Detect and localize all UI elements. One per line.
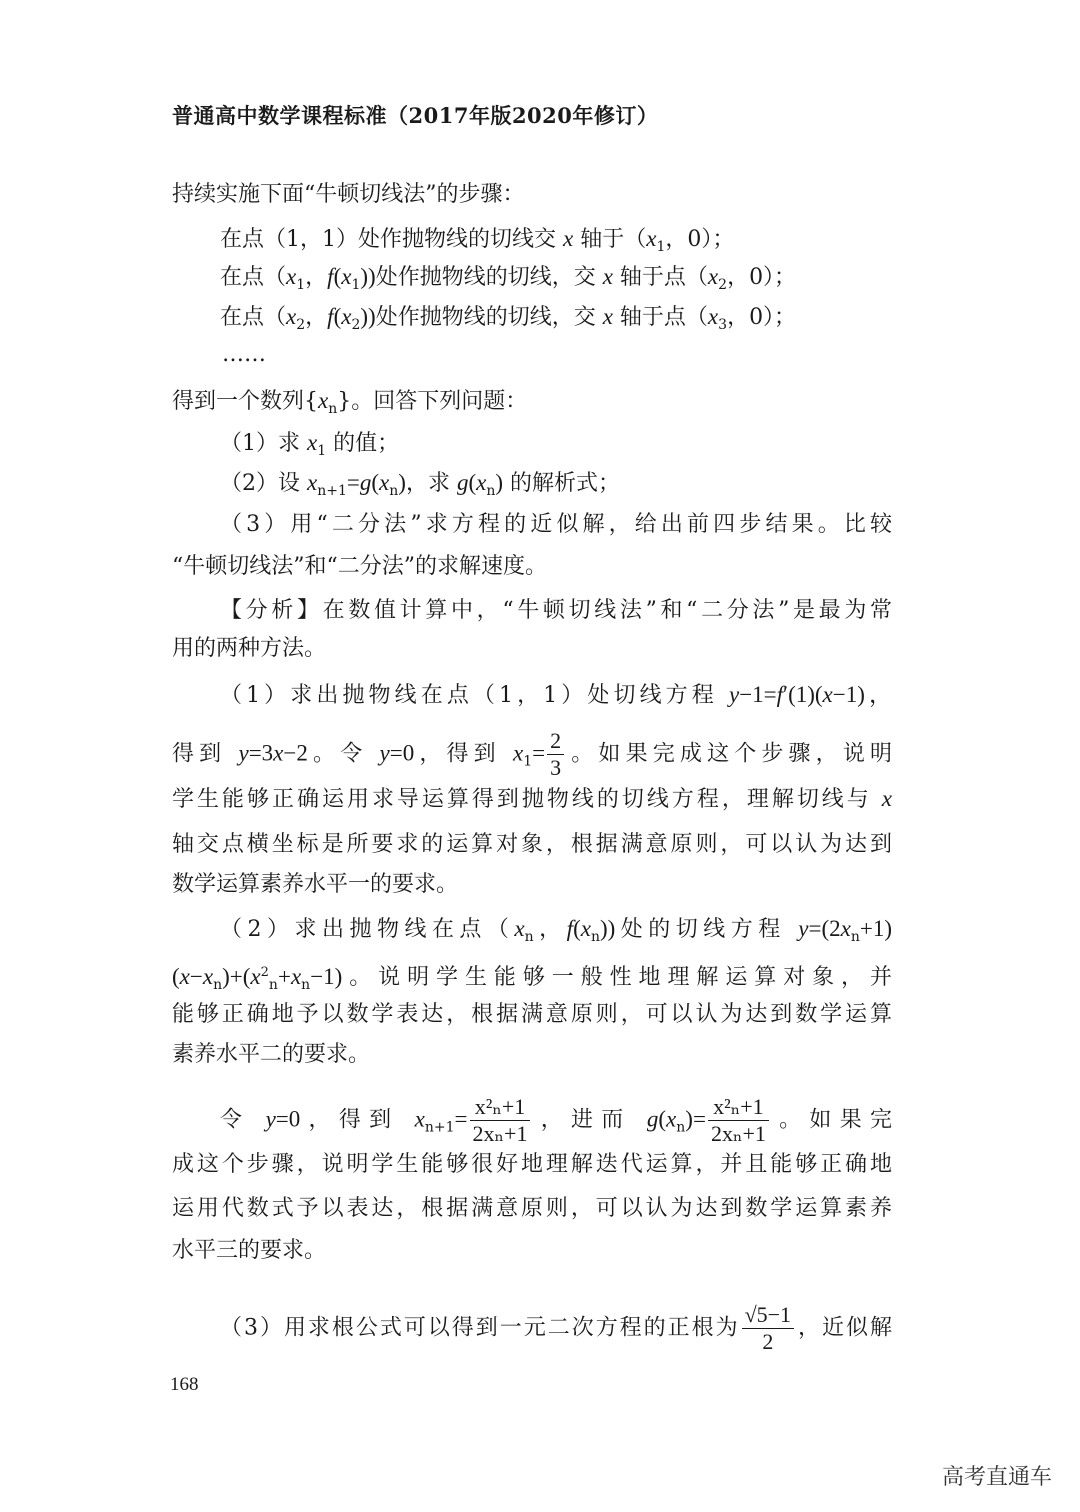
math-symbol: =0 — [389, 740, 415, 766]
math-variable: x — [563, 226, 574, 251]
text-run: （2）设 — [220, 471, 307, 496]
subscript: 1 — [656, 239, 666, 255]
fraction — [708, 1094, 769, 1147]
math-variable: x — [707, 304, 719, 329]
text-run: 处作抛物线的切线，交 — [375, 265, 603, 290]
math-symbol: )) — [360, 304, 376, 329]
math-variable: x — [318, 388, 329, 413]
math-variable: y — [379, 740, 390, 766]
math-symbol: −1) — [310, 964, 343, 989]
fraction-denominator: 2xₙ+1 — [710, 1121, 766, 1146]
math-symbol: )) — [599, 916, 616, 941]
text-run: ， — [305, 305, 328, 330]
text-run: 【分析】在数值计算中，“牛顿切线法”和“二分法”是最为常 — [220, 598, 892, 623]
text-run: 。如果完成这个步骤，说明 — [566, 741, 892, 767]
subscript: 1 — [351, 277, 361, 293]
subscript: 2 — [351, 317, 361, 333]
text-run: 素养水平二的要求。 — [172, 1042, 371, 1067]
math-variable: x — [414, 1106, 425, 1132]
text-line-a1-c — [172, 784, 892, 815]
math-variable: x — [514, 916, 525, 941]
math-symbol: =0 — [275, 1106, 301, 1132]
text-run: 轴于点（ — [612, 305, 708, 330]
text-run: ， — [533, 917, 567, 942]
text-run: 的值； — [326, 431, 400, 456]
subscript: n — [268, 977, 278, 993]
math-variable: x — [307, 470, 318, 495]
text-run: ，0）； — [727, 305, 797, 330]
text-line-q3-b — [172, 552, 547, 582]
text-run: （1）求 — [220, 431, 307, 456]
math-variable: x — [602, 264, 613, 289]
text-line-q3-a — [220, 510, 892, 540]
math-variable: y — [728, 682, 740, 707]
math-variable: x — [602, 304, 613, 329]
math-variable: x — [580, 916, 591, 941]
fraction — [742, 1302, 794, 1355]
text-line-q1 — [220, 428, 399, 466]
text-run: ，0）； — [665, 227, 735, 252]
text-line-a2-a — [220, 914, 892, 952]
math-variable: x — [273, 740, 284, 766]
math-symbol: ′(1)( — [783, 682, 823, 707]
math-variable: g — [646, 1106, 659, 1132]
math-symbol: = — [454, 1106, 468, 1132]
math-variable: x — [307, 430, 318, 455]
fraction-denominator: 3 — [550, 755, 562, 780]
math-symbol: −1= — [739, 682, 777, 707]
subscript: n+1 — [317, 483, 347, 499]
subscript: 1 — [523, 753, 533, 770]
math-variable: y — [238, 740, 249, 766]
page-number: 168 — [170, 1374, 199, 1395]
text-line-a1-a — [220, 680, 892, 711]
fraction-denominator: 2 — [762, 1329, 774, 1354]
text-run: 用的两种方法。 — [172, 636, 327, 661]
math-variable: x — [179, 964, 190, 989]
math-symbol: ( — [468, 470, 477, 495]
math-symbol: ) — [398, 470, 406, 495]
math-variable: f — [566, 916, 574, 941]
text-line-intro — [172, 180, 525, 210]
math-variable: g — [359, 470, 372, 495]
math-symbol: ( — [371, 470, 380, 495]
text-run: ， — [305, 265, 328, 290]
text-run: 处的切线方程 — [615, 917, 799, 942]
subscript: n+1 — [424, 1119, 455, 1136]
math-variable: x — [707, 264, 719, 289]
text-run: （1）求出抛物线在点（1，1）处切线方程 — [220, 683, 729, 708]
math-symbol: = — [532, 740, 546, 766]
subscript: 1 — [317, 443, 327, 459]
math-variable: x — [646, 226, 657, 251]
math-variable: x — [286, 304, 297, 329]
text-run: 在点（ — [220, 265, 287, 290]
fraction — [547, 728, 564, 781]
text-run: 。令 — [307, 741, 380, 767]
text-run: 轴于点（ — [612, 265, 708, 290]
math-variable: x — [822, 682, 833, 707]
text-line-step-3 — [220, 302, 796, 340]
text-line-q2 — [220, 468, 620, 506]
text-line-a1-e — [172, 870, 458, 900]
text-line-a2-d — [172, 1040, 370, 1070]
fraction — [470, 1094, 531, 1147]
math-variable: x — [341, 304, 352, 329]
fraction-denominator: 2xₙ+1 — [472, 1121, 528, 1146]
text-run: ，0）； — [727, 265, 797, 290]
math-variable: x — [881, 786, 892, 811]
text-run: 得到 — [172, 741, 239, 767]
subscript: n — [389, 483, 399, 499]
text-line-a2-e — [220, 1094, 892, 1147]
text-line-step-2 — [220, 262, 796, 300]
subscript: 2 — [296, 317, 306, 333]
text-run: （3）用“二分法”求方程的近似解，给出前四步结果。比较 — [220, 512, 892, 537]
math-variable: x — [666, 1106, 677, 1132]
math-variable: y — [265, 1106, 276, 1132]
math-variable: x — [341, 264, 352, 289]
math-variable: x — [840, 916, 851, 941]
text-line-sequence — [172, 386, 527, 424]
subscript: n — [486, 483, 496, 499]
subscript: 3 — [718, 317, 728, 333]
text-line-ellipsis — [222, 340, 266, 370]
math-symbol: −1)， — [832, 682, 892, 707]
subscript: n — [301, 977, 311, 993]
subscript: 1 — [296, 277, 306, 293]
math-symbol: )) — [360, 264, 376, 289]
subscript: n — [524, 929, 534, 945]
text-line-a1-d — [172, 830, 892, 860]
subscript: n — [213, 977, 223, 993]
math-symbol: =(2 — [808, 916, 841, 941]
subscript: n — [676, 1119, 686, 1136]
text-run: 在点（ — [220, 305, 287, 330]
text-run: “牛顿切线法”和“二分法”的求解速度。 — [172, 554, 547, 579]
text-run: …… — [222, 342, 266, 367]
math-variable: x — [379, 470, 390, 495]
math-symbol: −2 — [283, 740, 308, 766]
math-symbol: =3 — [248, 740, 274, 766]
text-run: （2）求出抛物线在点（ — [220, 917, 515, 942]
text-run: 水平三的要求。 — [172, 1238, 327, 1263]
text-run: 得到一个数列{ — [172, 389, 318, 414]
math-symbol: )+( — [222, 964, 251, 989]
fraction-numerator: x²ₙ+1 — [474, 1094, 526, 1119]
superscript: 2 — [260, 965, 269, 980]
text-line-a2-h — [172, 1236, 326, 1266]
text-line-a1-b — [172, 728, 892, 781]
fraction-numerator: √5−1 — [744, 1302, 792, 1327]
text-run: 在点（1，1）处作抛物线的切线交 — [220, 227, 563, 252]
math-variable: f — [327, 304, 334, 329]
text-run: 运用代数式予以表达，根据满意原则，可以认为达到数学运算素养 — [172, 1196, 892, 1221]
text-line-a2-g — [172, 1194, 892, 1224]
math-symbol: ( — [172, 964, 180, 989]
text-run: 学生能够正确运用求导运算得到抛物线的切线方程，理解切线与 — [172, 787, 882, 812]
math-variable: f — [327, 264, 334, 289]
math-variable: x — [476, 470, 487, 495]
text-line-a2-f — [172, 1150, 892, 1180]
text-run: ，进而 — [532, 1107, 647, 1133]
fraction-numerator: 2 — [550, 728, 562, 753]
math-variable: x — [286, 264, 297, 289]
text-run: ，近似解 — [796, 1315, 892, 1341]
math-symbol: = — [346, 470, 360, 495]
math-variable: f — [776, 682, 784, 707]
math-symbol: ( — [573, 916, 581, 941]
text-line-step-1 — [220, 224, 734, 262]
math-variable: x — [250, 964, 261, 989]
subscript: n — [590, 929, 600, 945]
text-run: 能够正确地予以数学表达，根据满意原则，可以认为达到数学运算 — [172, 1002, 892, 1027]
math-symbol: ( — [658, 1106, 667, 1132]
text-line-analysis-b — [172, 634, 326, 664]
math-symbol: + — [277, 964, 291, 989]
text-run: }。回答下列问题： — [337, 389, 528, 414]
text-run: 成这个步骤，说明学生能够很好地理解迭代运算，并且能够正确地 — [172, 1152, 892, 1177]
math-variable: x — [512, 740, 524, 766]
text-run: 数学运算素养水平一的要求。 — [172, 872, 459, 897]
math-variable: g — [456, 470, 469, 495]
subscript: n — [328, 401, 338, 417]
fraction-numerator: x²ₙ+1 — [713, 1094, 764, 1119]
text-line-a2-c — [172, 1000, 892, 1030]
text-run: 令 — [220, 1107, 266, 1133]
text-run: 轴于（ — [573, 227, 647, 252]
text-run: 轴交点横坐标是所要求的运算对象，根据满意原则，可以认为达到 — [172, 832, 892, 857]
text-run: ，得到 — [414, 741, 513, 767]
text-run: 的解析式； — [503, 471, 621, 496]
math-symbol: )= — [685, 1106, 706, 1132]
math-symbol: ) — [495, 470, 504, 495]
text-run: （3）用求根公式可以得到一元二次方程的正根为 — [220, 1315, 740, 1341]
subscript: 2 — [718, 277, 728, 293]
text-run: 。如果完 — [770, 1107, 892, 1133]
text-line-a2-b — [172, 958, 892, 1000]
text-line-analysis-a — [220, 596, 892, 626]
math-symbol: − — [189, 964, 203, 989]
text-run: 。说明学生能够一般性地理解运算对象，并 — [342, 965, 892, 990]
subscript: n — [850, 929, 860, 945]
text-line-a3-a — [220, 1302, 892, 1355]
text-run: ，求 — [405, 471, 457, 496]
math-variable: x — [290, 964, 302, 989]
watermark-text: 高考直通车 — [942, 1465, 1053, 1490]
math-symbol: ( — [333, 264, 342, 289]
math-variable: y — [798, 916, 809, 941]
text-run: ，得到 — [300, 1107, 415, 1133]
math-symbol: ( — [333, 304, 342, 329]
math-variable: x — [202, 964, 214, 989]
text-run: 处作抛物线的切线，交 — [375, 305, 603, 330]
text-run: 持续实施下面“牛顿切线法”的步骤： — [172, 182, 525, 207]
running-header: 普通高中数学课程标准（2017年版2020年修订） — [172, 103, 659, 128]
math-symbol: +1) — [859, 916, 892, 941]
